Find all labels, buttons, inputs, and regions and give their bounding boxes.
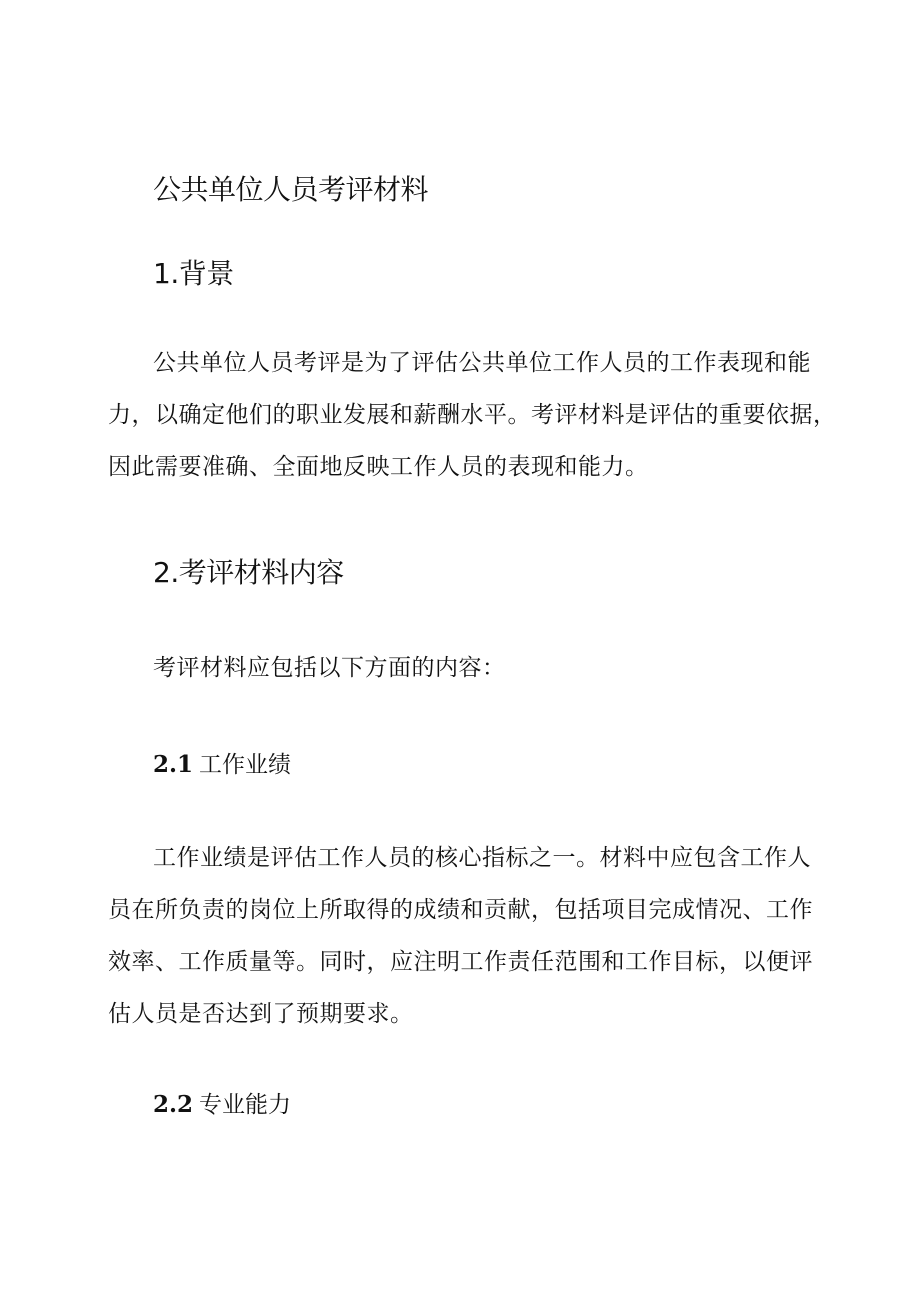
- paragraph-line: 因此需要准确、全面地反映工作人员的表现和能力。: [108, 454, 649, 480]
- subsection-title: 专业能力: [199, 1092, 291, 1118]
- paragraph-line: 效率、工作质量等。同时，应注明工作责任范围和工作目标，以便评: [108, 949, 813, 975]
- section-heading-background: 1.背景: [153, 257, 234, 290]
- content-intro: 考评材料应包括以下方面的内容：: [153, 655, 506, 681]
- paragraph-line: 员在所负责的岗位上所取得的成绩和贡献，包括项目完成情况、工作: [108, 897, 813, 923]
- subsection-number: 2.2: [153, 1091, 194, 1118]
- document-title: 公共单位人员考评材料: [153, 173, 429, 206]
- paragraph-line: 工作业绩是评估工作人员的核心指标之一。材料中应包含工作人: [153, 845, 811, 871]
- paragraph-line: 力，以确定他们的职业发展和薪酬水平。考评材料是评估的重要依据，: [108, 402, 837, 428]
- subsection-number: 2.1: [153, 751, 194, 778]
- subsection-title: 工作业绩: [199, 752, 291, 778]
- section-heading-content: 2.考评材料内容: [153, 556, 344, 589]
- paragraph-line: 公共单位人员考评是为了评估公共单位工作人员的工作表现和能: [153, 350, 811, 376]
- subsection-heading-work-performance: [153, 749, 291, 781]
- subsection-heading-professional-ability: [153, 1089, 291, 1121]
- paragraph-line: 估人员是否达到了预期要求。: [108, 1001, 414, 1027]
